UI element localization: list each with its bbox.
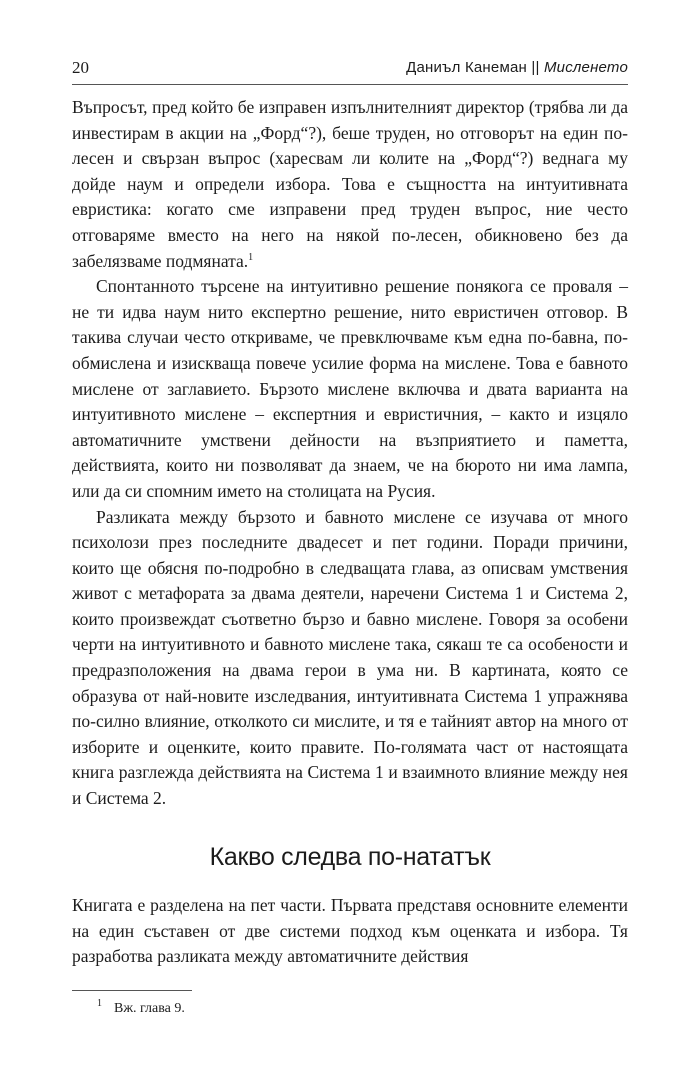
section-body <box>72 893 628 970</box>
paragraph-text: Книгата е разделена на пет части. Първата представя основните елементи на един съставен от две системи подход към оценката и избора. Тя разработва разликата между автоматичните действия <box>72 895 628 967</box>
running-head-book-title: Мисленето <box>543 59 628 76</box>
paragraph <box>72 95 628 274</box>
header-rule <box>72 84 628 85</box>
running-head-separator: || <box>531 59 540 76</box>
paragraph <box>72 274 628 504</box>
body-text <box>72 95 628 812</box>
paragraph-text: Разликата между бързото и бавното мислене се изучава от много психолози през последните двадесет и пет години. Поради причини, които ще обясня по-подробно в следващата глава, аз описвам умствения живот с метафората за двама деятели, наречени Система 1 и Система 2, които произвеждат съответно бързо и бавно мислене. Говоря за особени черти на интуитивното и бавното мислене така, сякаш те са особености и предразположения на двама герои в ума ни. В картината, която се образува от най-новите изследвания, интуитивната Система 1 упражнява по-силно влияние, отколкото си мислите, и тя е тайният автор на много от изборите и оценките, които правите. По-голямата част от настоящата книга разглежда действията на Система 1 и взаимното влияние между нея и Система 2. <box>72 506 628 809</box>
paragraph <box>72 893 628 970</box>
page-number: 20 <box>72 58 89 77</box>
paragraph <box>72 505 628 812</box>
running-head <box>406 59 628 76</box>
paragraph-text: Въпросът, пред който бе изправен изпълнителният директор (трябва ли да инвестирам в акции на „Форд“?), беше труден, но отговорът на един по-лесен и свързан въпрос (харесвам ли колите на „Форд“?) веднага му дойде наум и определи избора. Това е същността на интуитивната евристика: когато сме изправени пред труден въпрос, ние често отговаряме вместо на него на някой по-лесен, обикновено без да забелязваме подмяната. <box>72 97 628 271</box>
footnote-text: Вж. глава 9. <box>114 1001 185 1016</box>
running-head-author: Даниъл Канеман <box>406 59 527 76</box>
footnote-rule <box>72 990 192 991</box>
footnote: 1 Вж. глава 9. <box>97 998 185 1016</box>
paragraph-text: Спонтанното търсене на интуитивно решение понякога се проваля – не ти идва наум нито експертно решение, нито евристичен отговор. В такива случаи често откриваме, че превключваме към една по-бавна, по-обмислена и изискваща повече усилие форма на мислене. Това е бавното мислене от заглавието. Бързото мислене включва и двата варианта на интуитивното мислене – експертния и евристичния, – както и изцяло автоматичните умствени дейности на възприятието и паметта, действията, които ни позволяват да знаем, че на бюрото ни има лампа, или да си спомним името на столицата на Русия. <box>72 276 628 501</box>
section-heading: Какво следва по-нататък <box>209 843 491 871</box>
footnote-reference: 1 <box>248 251 254 263</box>
page-header <box>72 56 628 82</box>
